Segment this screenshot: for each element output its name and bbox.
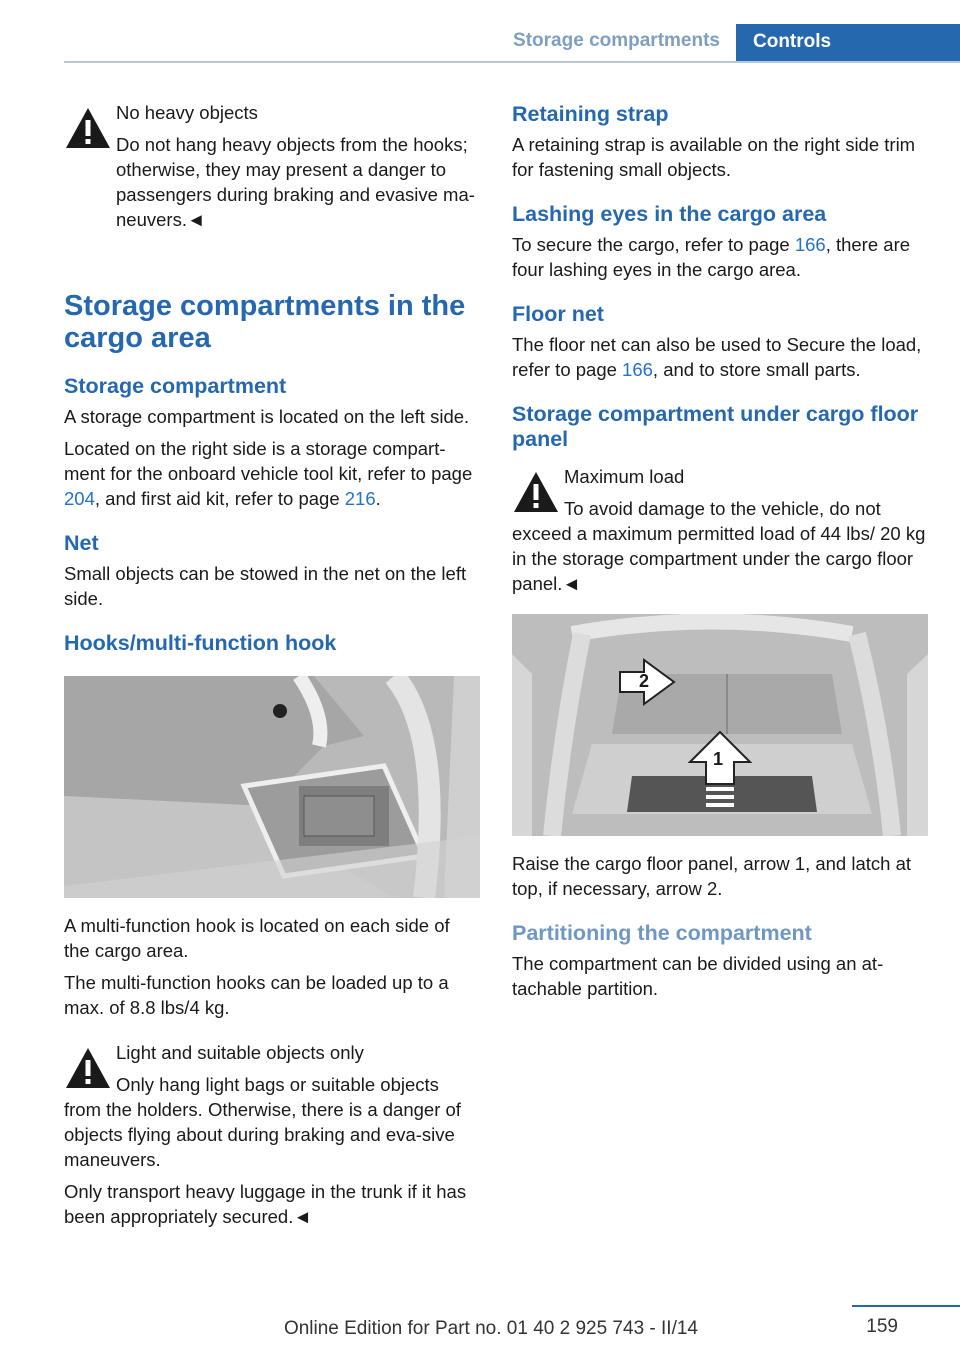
warning-block-light-objects [64, 1040, 480, 1172]
paragraph: A storage compartment is located on the left side. [64, 406, 470, 427]
paragraph: Raise the cargo floor panel, arrow 1, and latch at top, if necessary, arrow 2. [512, 853, 912, 899]
text-run: The floor net can also be used to Secure the load, refer to page [512, 334, 922, 380]
warning-title: Light and suitable objects only [116, 1042, 364, 1063]
paragraph: Only transport heavy luggage in the trunk if it has been appropriately secured.◄ [64, 1181, 467, 1227]
text-run: Located on the right side is a storage compart‐ment for the onboard vehicle tool kit, refer to page [64, 438, 473, 484]
arrow-label-1: 1 [713, 749, 724, 769]
page-link-166[interactable]: 166 [622, 359, 653, 380]
paragraph [512, 232, 928, 282]
footer-rule [852, 1305, 960, 1307]
running-header-chapter-tab: Controls [736, 24, 960, 62]
cargo-floor-illustration [512, 614, 928, 836]
paragraph: The multi-function hooks can be loaded up to a max. of 8.8 lbs/4 kg. [64, 972, 449, 1018]
warning-body: Only hang light bags or suitable objects from the holders. Otherwise, there is a danger of objects flying about during braking and eva‐sive maneuvers. [64, 1074, 461, 1170]
left-column [64, 100, 480, 1236]
warning-title: No heavy objects [116, 102, 258, 123]
paragraph: Small objects can be stowed in the net on the left side. [64, 563, 467, 609]
warning-triangle-icon [64, 1044, 112, 1092]
warning-block-maximum-load [512, 464, 928, 596]
page-number: 159 [866, 1316, 898, 1337]
photo-cargo-side-compartment [64, 676, 480, 898]
paragraph: A retaining strap is available on the right side trim for fastening small objects. [512, 134, 916, 180]
warning-title: Maximum load [564, 466, 685, 487]
text-run: To secure the cargo, refer to page [512, 234, 795, 255]
heading-floor-net: Floor net [512, 302, 604, 326]
heading-lashing-eyes: Lashing eyes in the cargo area [512, 202, 827, 226]
warning-block-heavy-objects [64, 100, 480, 232]
warning-triangle-icon [64, 104, 112, 152]
heading-partitioning: Partitioning the compartment [512, 921, 812, 945]
text-run: . [375, 488, 381, 509]
heading-net: Net [64, 531, 99, 555]
paragraph: The compartment can be divided using an at‐tachable partition. [512, 953, 884, 999]
heading-hooks: Hooks/multi-function hook [64, 631, 337, 655]
paragraph: A multi-function hook is located on each side of the cargo area. [64, 915, 450, 961]
paragraph [512, 332, 928, 382]
heading-storage-compartment: Storage compartment [64, 374, 287, 398]
page-link-166[interactable]: 166 [794, 234, 826, 255]
cargo-side-illustration [64, 676, 480, 898]
right-column [512, 100, 928, 1008]
text-run: , there are four lashing eyes in the cargo area. [512, 234, 911, 280]
heading-under-floor-compartment: Storage compartment under cargo floor panel [512, 402, 919, 451]
text-run: , and to store small parts. [652, 359, 861, 380]
running-header-section: Storage compartments [513, 30, 720, 51]
page-link-216[interactable]: 216 [344, 488, 376, 509]
header-rule [64, 61, 960, 63]
warning-body: To avoid damage to the vehicle, do not exceed a maximum permitted load of 44 lbs/ 20 kg in the storage compartment under the cargo floor panel.◄ [512, 498, 926, 594]
text-run: , and first aid kit, refer to page [94, 488, 345, 509]
photo-cargo-floor-panel [512, 614, 928, 836]
edition-note: Online Edition for Part no. 01 40 2 925 743 - II/14 [283, 1318, 698, 1339]
heading-retaining-strap: Retaining strap [512, 102, 669, 126]
warning-triangle-icon [512, 468, 560, 516]
section-title: Storage compartments in the cargo area [64, 290, 466, 354]
page-link-204[interactable]: 204 [64, 488, 95, 509]
warning-body: Do not hang heavy objects from the hooks; otherwise, they may present a danger to passengers during braking and evasive ma‐neuvers.◄ [116, 134, 475, 230]
paragraph [64, 436, 480, 511]
arrow-label-2: 2 [639, 671, 650, 691]
